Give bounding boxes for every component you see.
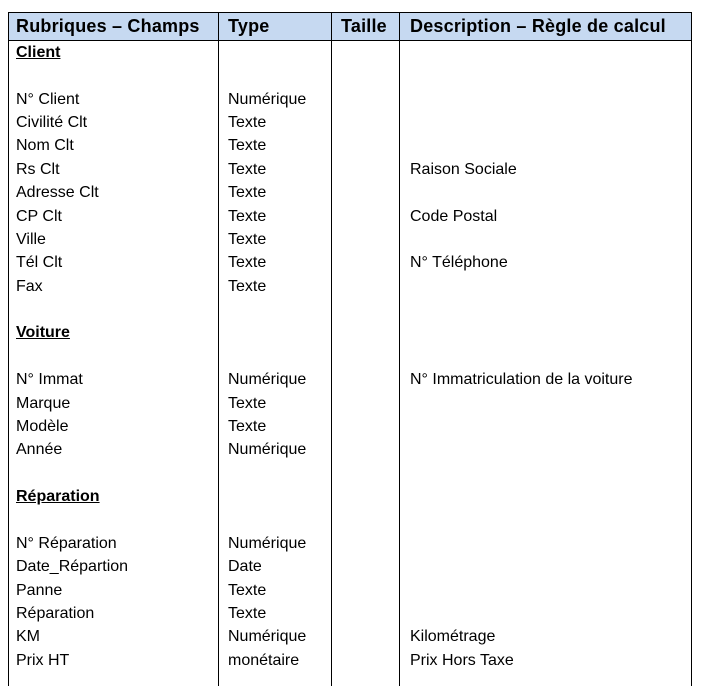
field-name: N° Client — [16, 91, 80, 108]
field-name: Fax — [16, 278, 43, 295]
field-name: Panne — [16, 582, 63, 599]
field-type: Numérique — [228, 628, 307, 645]
field-type: Texte — [228, 582, 267, 599]
field-type: Texte — [228, 254, 267, 271]
field-type: Numérique — [228, 91, 307, 108]
field-description: Code Postal — [410, 208, 498, 225]
field-name: Rs Clt — [16, 161, 60, 178]
field-name: N° Immat — [16, 371, 83, 388]
field-type: Date — [228, 558, 262, 575]
field-name: N° Réparation — [16, 535, 117, 552]
field-name: Réparation — [16, 605, 95, 622]
header-description: Description – Règle de calcul — [410, 16, 666, 36]
data-dictionary-table — [8, 12, 692, 686]
field-name: Année — [16, 441, 63, 458]
table-header-row — [9, 13, 691, 41]
field-description: N° Téléphone — [410, 254, 508, 271]
field-type: Texte — [228, 395, 267, 412]
field-type: monétaire — [228, 652, 300, 669]
section-title: Client — [16, 44, 61, 61]
field-type: Texte — [228, 208, 267, 225]
field-name: Tél Clt — [16, 254, 63, 271]
field-type: Texte — [228, 418, 267, 435]
column-divider — [218, 13, 219, 686]
field-type: Texte — [228, 137, 267, 154]
field-name: Prix HT — [16, 652, 70, 669]
field-description: Prix Hors Taxe — [410, 652, 514, 669]
field-description: N° Immatriculation de la voiture — [410, 371, 633, 388]
field-type: Numérique — [228, 535, 307, 552]
column-divider — [331, 13, 332, 686]
field-name: Adresse Clt — [16, 184, 99, 201]
field-name: Marque — [16, 395, 71, 412]
field-name: Ville — [16, 231, 46, 248]
header-type: Type — [228, 16, 270, 36]
field-name: Nom Clt — [16, 137, 74, 154]
field-name: Date_Répartion — [16, 558, 129, 575]
field-type: Texte — [228, 161, 267, 178]
field-name: KM — [16, 628, 40, 645]
field-name: Modèle — [16, 418, 69, 435]
column-divider — [399, 13, 400, 686]
section-title: Réparation — [16, 488, 100, 505]
field-type: Numérique — [228, 441, 307, 458]
header-size: Taille — [341, 16, 387, 36]
field-type: Texte — [228, 605, 267, 622]
field-type: Numérique — [228, 371, 307, 388]
field-name: Civilité Clt — [16, 114, 88, 131]
field-type: Texte — [228, 114, 267, 131]
field-name: CP Clt — [16, 208, 62, 225]
section-title: Voiture — [16, 324, 70, 341]
field-type: Texte — [228, 184, 267, 201]
field-description: Kilométrage — [410, 628, 496, 645]
field-description: Raison Sociale — [410, 161, 517, 178]
field-type: Texte — [228, 278, 267, 295]
header-field: Rubriques – Champs — [16, 16, 200, 36]
field-type: Texte — [228, 231, 267, 248]
